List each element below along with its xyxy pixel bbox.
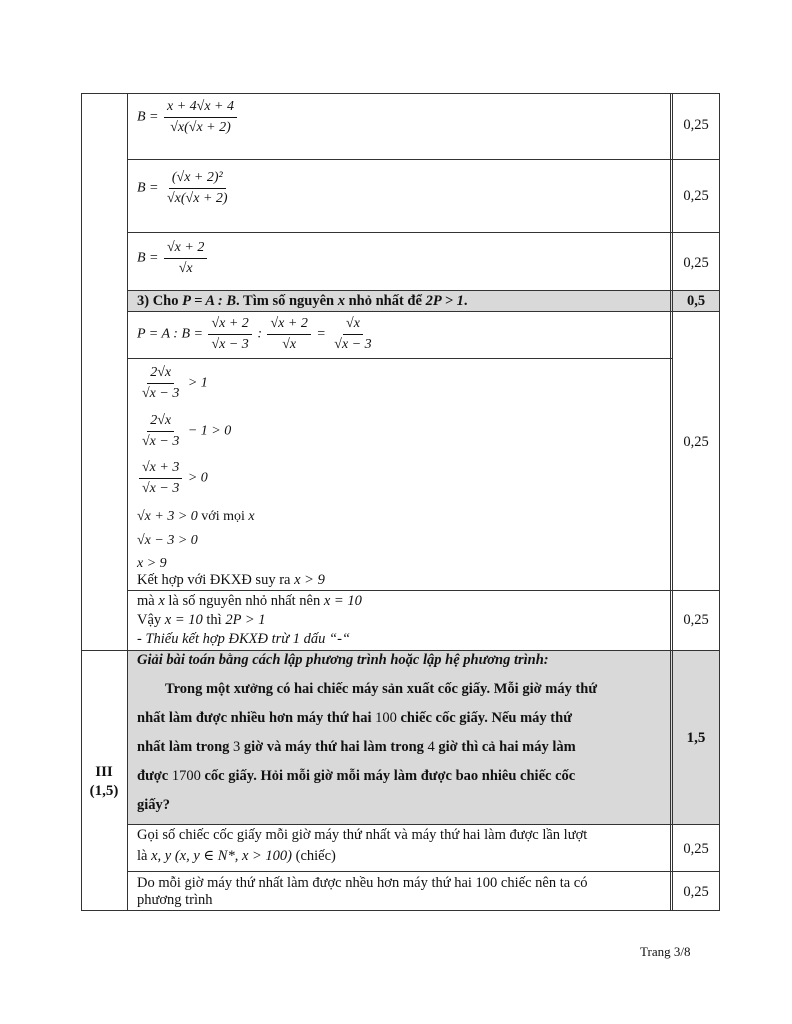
- section3-problem: Trong một xưởng có hai chiếc máy sản xuất cốc giấy. Mỗi giờ máy thứ nhất làm được nhiều hơn máy thứ hai 100 chiếc cốc giấy. Nếu máy thứ nhất làm trong 3 giờ và máy thứ hai làm trong 4 giờ thì cả hai máy làm được 1700 cốc giấy. Hỏi mỗi giờ mỗi máy làm được bao nhiêu chiếc cốc giấy?: [137, 681, 598, 813]
- row-divider: [127, 290, 720, 291]
- score-section3: 1,5: [686, 730, 706, 746]
- formula-b-step1: B = $\frac{x + 4√x + 4}{√x(√x + 2)}$: [137, 98, 239, 137]
- score-conclusion: 0,25: [683, 612, 709, 628]
- inequality-step5: √x − 3 > 0: [137, 533, 198, 548]
- inequality-step3: $\frac{√x + 3}{√x - 3}$ > 0: [137, 459, 208, 498]
- row-divider: [127, 871, 720, 872]
- row-divider: [127, 824, 720, 825]
- row-divider: [127, 232, 720, 233]
- part3-question: 3) Cho P = A : B. Tìm số nguyên x nhỏ nhất để 2P > 1.: [137, 293, 468, 309]
- inequality-step4: √x + 3 > 0 với mọi x: [137, 509, 255, 524]
- table-border-top: [81, 93, 720, 94]
- row-divider: [127, 311, 720, 312]
- answer-row1-line2: là x, y (x, y ∈ N*, x > 100) (chiếc): [137, 848, 336, 864]
- row-divider: [127, 159, 720, 160]
- row-divider: [127, 358, 672, 359]
- formula-p: P = A : B = $\frac{√x + 2}{√x - 3}$ : $\frac{√x + 2}{√x}$ = $\frac{√x}{√x - 3}$: [137, 316, 372, 352]
- answer-table: [81, 93, 720, 911]
- table-divider-col1: [127, 93, 128, 911]
- score-b-result: 0,25: [683, 255, 709, 271]
- table-border-bottom: [81, 910, 720, 911]
- row-divider: [81, 650, 720, 651]
- table-divider-col2b: [672, 93, 673, 911]
- section3-label: III (1,5): [89, 764, 119, 799]
- conclusion-line2: Vậy x = 10 thì 2P > 1: [137, 612, 266, 628]
- table-border-right: [719, 93, 720, 911]
- conclusion-line1: mà x là số nguyên nhỏ nhất nên x = 10: [137, 593, 362, 609]
- answer-row1-line1: Gọi số chiếc cốc giấy mỗi giờ máy thứ nhất và máy thứ hai làm được lần lượt: [137, 827, 588, 843]
- conclusion-note: - Thiếu kết hợp ĐKXĐ trừ 1 dấu “-“: [137, 631, 351, 647]
- score-b-step2: 0,25: [683, 188, 709, 204]
- score-part3: 0,5: [686, 293, 706, 309]
- page-number: Trang 3/8: [640, 944, 691, 959]
- inequality-step7: Kết hợp với ĐKXĐ suy ra x > 9: [137, 572, 325, 588]
- table-divider-col2: [670, 93, 671, 911]
- answer-row2-line1: Do mỗi giờ máy thứ nhất làm được nhều hơn máy thứ hai 100 chiếc nên ta có: [137, 875, 588, 891]
- inequality-step2: $\frac{2√x}{√x - 3}$ − 1 > 0: [142, 413, 232, 449]
- inequality-step6: x > 9: [137, 556, 167, 571]
- row-divider: [127, 590, 720, 591]
- formula-b-step2: B = $\frac{\text{(√x + 2)²}}{√x(√x + 2)}$: [137, 170, 228, 206]
- score-row2: 0,25: [683, 884, 709, 900]
- score-steps: 0,25: [683, 434, 709, 450]
- answer-row2-line2: phương trình: [137, 892, 213, 908]
- section3-heading: Giải bài toán bằng cách lập phương trình hoặc lập hệ phương trình:: [137, 652, 549, 668]
- score-row1: 0,25: [683, 841, 709, 857]
- inequality-step1: $\frac{2√x}{√x - 3}$ > 1: [142, 365, 208, 401]
- formula-b-result: B = $\frac{√x + 2}{√x}$: [137, 239, 209, 278]
- score-b-step1: 0,25: [683, 117, 709, 133]
